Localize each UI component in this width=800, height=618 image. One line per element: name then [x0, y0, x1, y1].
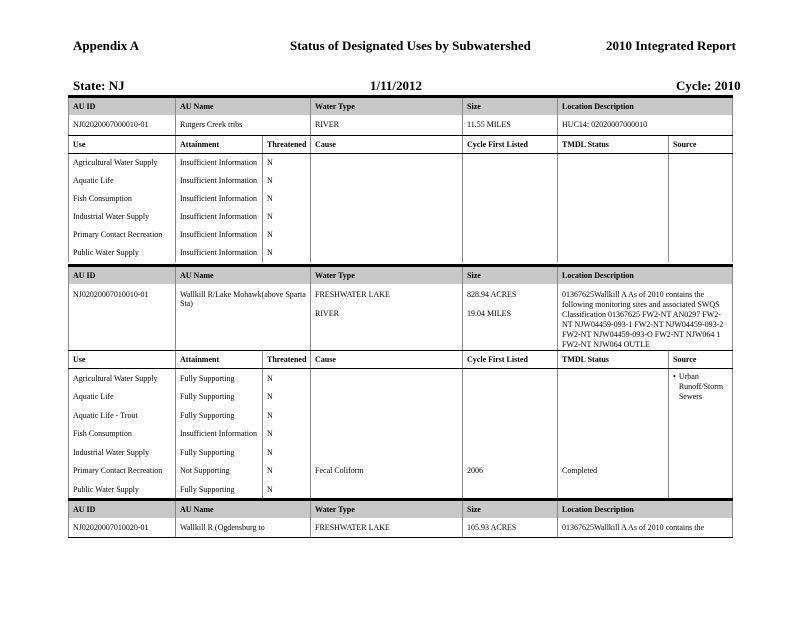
- use: Aquatic Life: [69, 172, 176, 190]
- cycle-first-listed: 2006: [463, 462, 558, 481]
- size: 105.93 ACRES: [463, 518, 558, 537]
- table-row: [69, 425, 733, 444]
- col-location: Location Description: [558, 500, 733, 519]
- use: Public Water Supply: [69, 244, 176, 262]
- au-info-row: [69, 518, 733, 537]
- use: Industrial Water Supply: [69, 443, 176, 462]
- table-row: [69, 226, 733, 244]
- au-id: NJ02020007010010-01: [69, 284, 176, 351]
- assessment-unit-1: [68, 95, 733, 262]
- threatened: N: [263, 244, 311, 262]
- table-row: [69, 244, 733, 262]
- au-id: NJ02020007000010-01: [69, 115, 176, 135]
- attainment: Fully Supporting: [176, 388, 263, 407]
- use: Primary Contact Recreation: [69, 462, 176, 481]
- table-row: [69, 153, 733, 172]
- table-row: [69, 462, 733, 481]
- cause: Fecal Coliform: [311, 462, 463, 481]
- size: 828.94 ACRES: [467, 290, 517, 299]
- threatened: N: [263, 172, 311, 190]
- col-cause: Cause: [311, 135, 463, 153]
- col-water-type: Water Type: [311, 500, 463, 519]
- au-name: Wallkill R (Ogdensburg to: [176, 518, 311, 537]
- au-header-row: [69, 266, 733, 285]
- attainment: Insufficient Information: [176, 153, 263, 172]
- col-use: Use: [69, 351, 176, 369]
- threatened: N: [263, 480, 311, 499]
- water-type-cell: [311, 284, 463, 351]
- col-water-type: Water Type: [311, 97, 463, 116]
- use: Aquatic Life - Trout: [69, 406, 176, 425]
- attainment: Insufficient Information: [176, 172, 263, 190]
- col-size: Size: [463, 266, 558, 285]
- assessment-unit-3: [68, 498, 733, 538]
- au-header-row: [69, 500, 733, 519]
- size: 19.04 MILES: [467, 309, 512, 318]
- water-type: RIVER: [311, 115, 463, 135]
- use: Aquatic Life: [69, 388, 176, 407]
- au-info-row: [69, 284, 733, 351]
- col-source: Source: [669, 135, 733, 153]
- threatened: N: [263, 369, 311, 388]
- size-cell: [463, 284, 558, 351]
- location-description: 01367625Wallkill A As of 2010 contains the: [558, 518, 733, 537]
- use-header-row: [69, 135, 733, 153]
- col-size: Size: [463, 500, 558, 519]
- table-row: [69, 443, 733, 462]
- threatened: N: [263, 153, 311, 172]
- assessment-unit-2: [68, 264, 733, 499]
- au-info-row: [69, 115, 733, 135]
- col-tmdl-status: TMDL Status: [558, 351, 669, 369]
- col-water-type: Water Type: [311, 266, 463, 285]
- attainment: Insufficient Information: [176, 425, 263, 444]
- location-description: HUC14: 02020007000010: [558, 115, 733, 135]
- appendix-label: Appendix A: [73, 38, 140, 53]
- col-au-name: AU Name: [176, 500, 311, 519]
- attainment: Insufficient Information: [176, 208, 263, 226]
- report-date: 1/11/2012: [370, 78, 423, 93]
- location-description: 01367625Wallkill A As of 2010 contains the following monitoring sites and associated SWQS Classification 01367625 FW2-NT AN0297 FW2-NT NJW04459-093-1 FW2-NT NJW04459-093-2 FW2-NT NJW04459-093-O FW2-NT NJW064 1 FW2-NT NJW064 OUTLE: [558, 284, 733, 351]
- threatened: N: [263, 226, 311, 244]
- report-edition: 2010 Integrated Report: [606, 38, 736, 53]
- use: Fish Consumption: [69, 425, 176, 444]
- table-row: [69, 172, 733, 190]
- water-type: FRESHWATER LAKE: [315, 290, 390, 299]
- col-cycle-first-listed: Cycle First Listed: [463, 135, 558, 153]
- table-row: [69, 208, 733, 226]
- use: Agricultural Water Supply: [69, 369, 176, 388]
- table-row: [69, 190, 733, 208]
- au-header-row: [69, 97, 733, 116]
- table-row: [69, 369, 733, 388]
- threatened: N: [263, 406, 311, 425]
- tmdl-status: Completed: [558, 462, 669, 481]
- state-label: State: NJ: [73, 78, 125, 93]
- col-use: Use: [69, 135, 176, 153]
- col-tmdl-status: TMDL Status: [558, 135, 669, 153]
- use: Fish Consumption: [69, 190, 176, 208]
- col-size: Size: [463, 97, 558, 116]
- attainment: Insufficient Information: [176, 226, 263, 244]
- col-location: Location Description: [558, 97, 733, 116]
- source-cell: [669, 369, 733, 499]
- threatened: N: [263, 462, 311, 481]
- threatened: N: [263, 443, 311, 462]
- au-name: Wallkill R/Lake Mohawk(above Sparta Sta): [176, 284, 311, 351]
- attainment: Insufficient Information: [176, 190, 263, 208]
- col-au-name: AU Name: [176, 266, 311, 285]
- col-attainment: Attainment: [176, 351, 263, 369]
- col-threatened: Threatened: [263, 135, 311, 153]
- threatened: N: [263, 425, 311, 444]
- col-location: Location Description: [558, 266, 733, 285]
- au-name: Rutgers Creek tribs: [176, 115, 311, 135]
- table-row: [69, 388, 733, 407]
- water-type: FRESHWATER LAKE: [311, 518, 463, 537]
- use-header-row: [69, 351, 733, 369]
- col-source: Source: [669, 351, 733, 369]
- au-id: NJ02020007010020-01: [69, 518, 176, 537]
- use: Primary Contact Recreation: [69, 226, 176, 244]
- col-au-id: AU ID: [69, 266, 176, 285]
- use: Agricultural Water Supply: [69, 153, 176, 172]
- attainment: Fully Supporting: [176, 406, 263, 425]
- table-row: [69, 480, 733, 499]
- size: 11.55 MILES: [463, 115, 558, 135]
- col-threatened: Threatened: [263, 351, 311, 369]
- attainment: Fully Supporting: [176, 480, 263, 499]
- table-row: [69, 406, 733, 425]
- use: Public Water Supply: [69, 480, 176, 499]
- col-cause: Cause: [311, 351, 463, 369]
- attainment: Fully Supporting: [176, 369, 263, 388]
- water-type: RIVER: [315, 309, 340, 318]
- col-au-name: AU Name: [176, 97, 311, 116]
- cycle-label: Cycle: 2010: [676, 78, 741, 93]
- attainment: Not Supporting: [176, 462, 263, 481]
- use: Industrial Water Supply: [69, 208, 176, 226]
- bullet-icon: •: [673, 372, 676, 381]
- threatened: N: [263, 388, 311, 407]
- col-au-id: AU ID: [69, 97, 176, 116]
- source: Urban Runoff/Storm Sewers: [678, 372, 724, 401]
- report-title: Status of Designated Uses by Subwatershed: [290, 38, 531, 53]
- threatened: N: [263, 208, 311, 226]
- attainment: Insufficient Information: [176, 244, 263, 262]
- attainment: Fully Supporting: [176, 443, 263, 462]
- threatened: N: [263, 190, 311, 208]
- col-attainment: Attainment: [176, 135, 263, 153]
- col-au-id: AU ID: [69, 500, 176, 519]
- col-cycle-first-listed: Cycle First Listed: [463, 351, 558, 369]
